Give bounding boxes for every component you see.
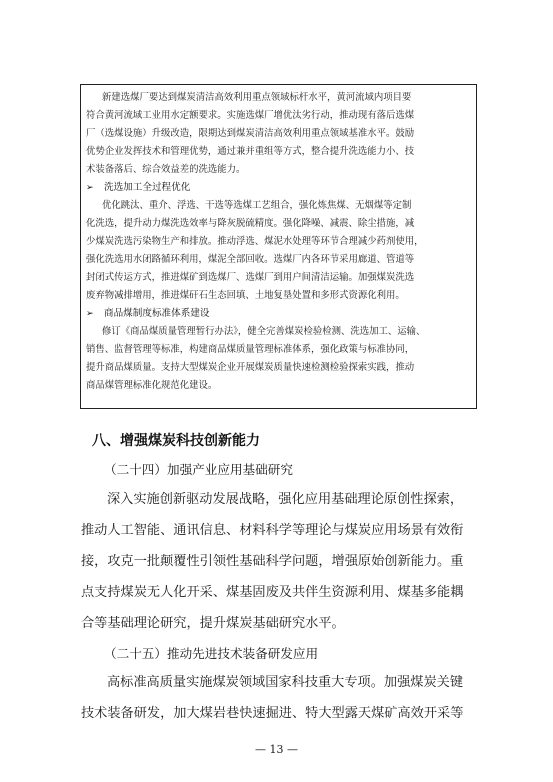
paragraph-line: 高标准高质量实施煤炭领域国家科技重大专项。加强煤炭关键 xyxy=(107,675,464,690)
subsection-heading: （二十五）推动先进技术装备研发应用 xyxy=(104,646,319,661)
box-text-line: 强化洗选用水闭路循环利用，煤泥全部回收。选煤厂内各环节采用廊道、管道等 xyxy=(86,254,415,265)
box-text-line: 厂（选煤设施）升级改造，限期达到煤炭清洁高效利用重点领域基准水平。鼓励 xyxy=(86,128,415,139)
box-text-line: 提升商品煤质量。支持大型煤炭企业开展煤炭质量快速检测检验探索实践，推动 xyxy=(86,362,415,373)
box-text-line: 少煤炭洗选污染物生产和排放。推动浮选、煤泥水处理等环节合理减少药剂使用， xyxy=(86,236,424,247)
box-subheading-text: 商品煤制度标准体系建设 xyxy=(104,308,210,319)
page-number: — 13 — xyxy=(255,743,298,756)
box-text-line: 符合黄河流域工业用水定额要求。实施选煤厂增优汰劣行动，推动现有落后选煤 xyxy=(86,110,415,121)
box-subheading xyxy=(86,182,190,194)
paragraph-line: 技术装备研发，加大煤岩巷快速掘进、特大型露天煤矿高效开采等 xyxy=(81,706,464,721)
box-text-line: 优化跳汰、重介、浮选、干选等选煤工艺组合，强化炼焦煤、无烟煤等定制 xyxy=(102,200,412,211)
box-text-line: 优势企业发挥技术和管理优势，通过兼并重组等方式，整合提升洗选能力小、技 xyxy=(86,146,415,157)
box-text-line: 废弃物减排增用，推进煤矸石生态回填、土地复垦处置和多形式资源化利用。 xyxy=(86,290,405,301)
box-text-line: 商品煤管理标准化规范化建设。 xyxy=(86,380,218,391)
box-subheading-text: 洗选加工全过程优化 xyxy=(104,182,191,193)
box-text-line: 销售、监督管理等标准，构建商品煤质量管理标准体系，强化政策与标准协同， xyxy=(86,344,415,355)
subsection-heading: （二十四）加强产业应用基础研究 xyxy=(104,462,293,477)
paragraph-line: 点支持煤炭无人化开采、煤基固废及共伴生资源利用、煤基多能耦 xyxy=(81,585,464,600)
box-text-line: 封闭式传运方式，推进煤矿到选煤厂、选煤厂到用户间清洁运输。加强煤炭洗选 xyxy=(86,272,415,283)
paragraph-line: 深入实施创新驱动发展战略，强化应用基础理论原创性探索， xyxy=(107,492,464,507)
arrow-icon: ➢ xyxy=(86,183,94,193)
box-subheading xyxy=(86,308,210,320)
paragraph-line: 合等基础理论研究，提升煤炭基础研究水平。 xyxy=(81,616,345,631)
box-text-line: 化洗选，提升动力煤洗选效率与降灰脱硫精度。强化降噪、减震、除尘措施，减 xyxy=(86,218,415,229)
paragraph-line: 推动人工智能、通讯信息、材料科学等理论与煤炭应用场景有效衔 xyxy=(81,523,464,538)
arrow-icon: ➢ xyxy=(86,309,94,319)
box-text-line: 新建选煤厂要达到煤炭清洁高效利用重点领域标杆水平，黄河流域内项目要 xyxy=(102,92,412,103)
box-text-line: 术装备落后、综合效益差的洗选能力。 xyxy=(86,164,246,175)
section-heading: 八、增强煤炭科技创新能力 xyxy=(92,433,260,449)
box-text-line: 修订《商品煤质量管理暂行办法》，健全完善煤炭检验检测、洗选加工、运输、 xyxy=(102,326,426,337)
paragraph-line: 接，攻克一批颠覆性引领性基础科学问题，增强原始创新能力。重 xyxy=(81,554,464,569)
